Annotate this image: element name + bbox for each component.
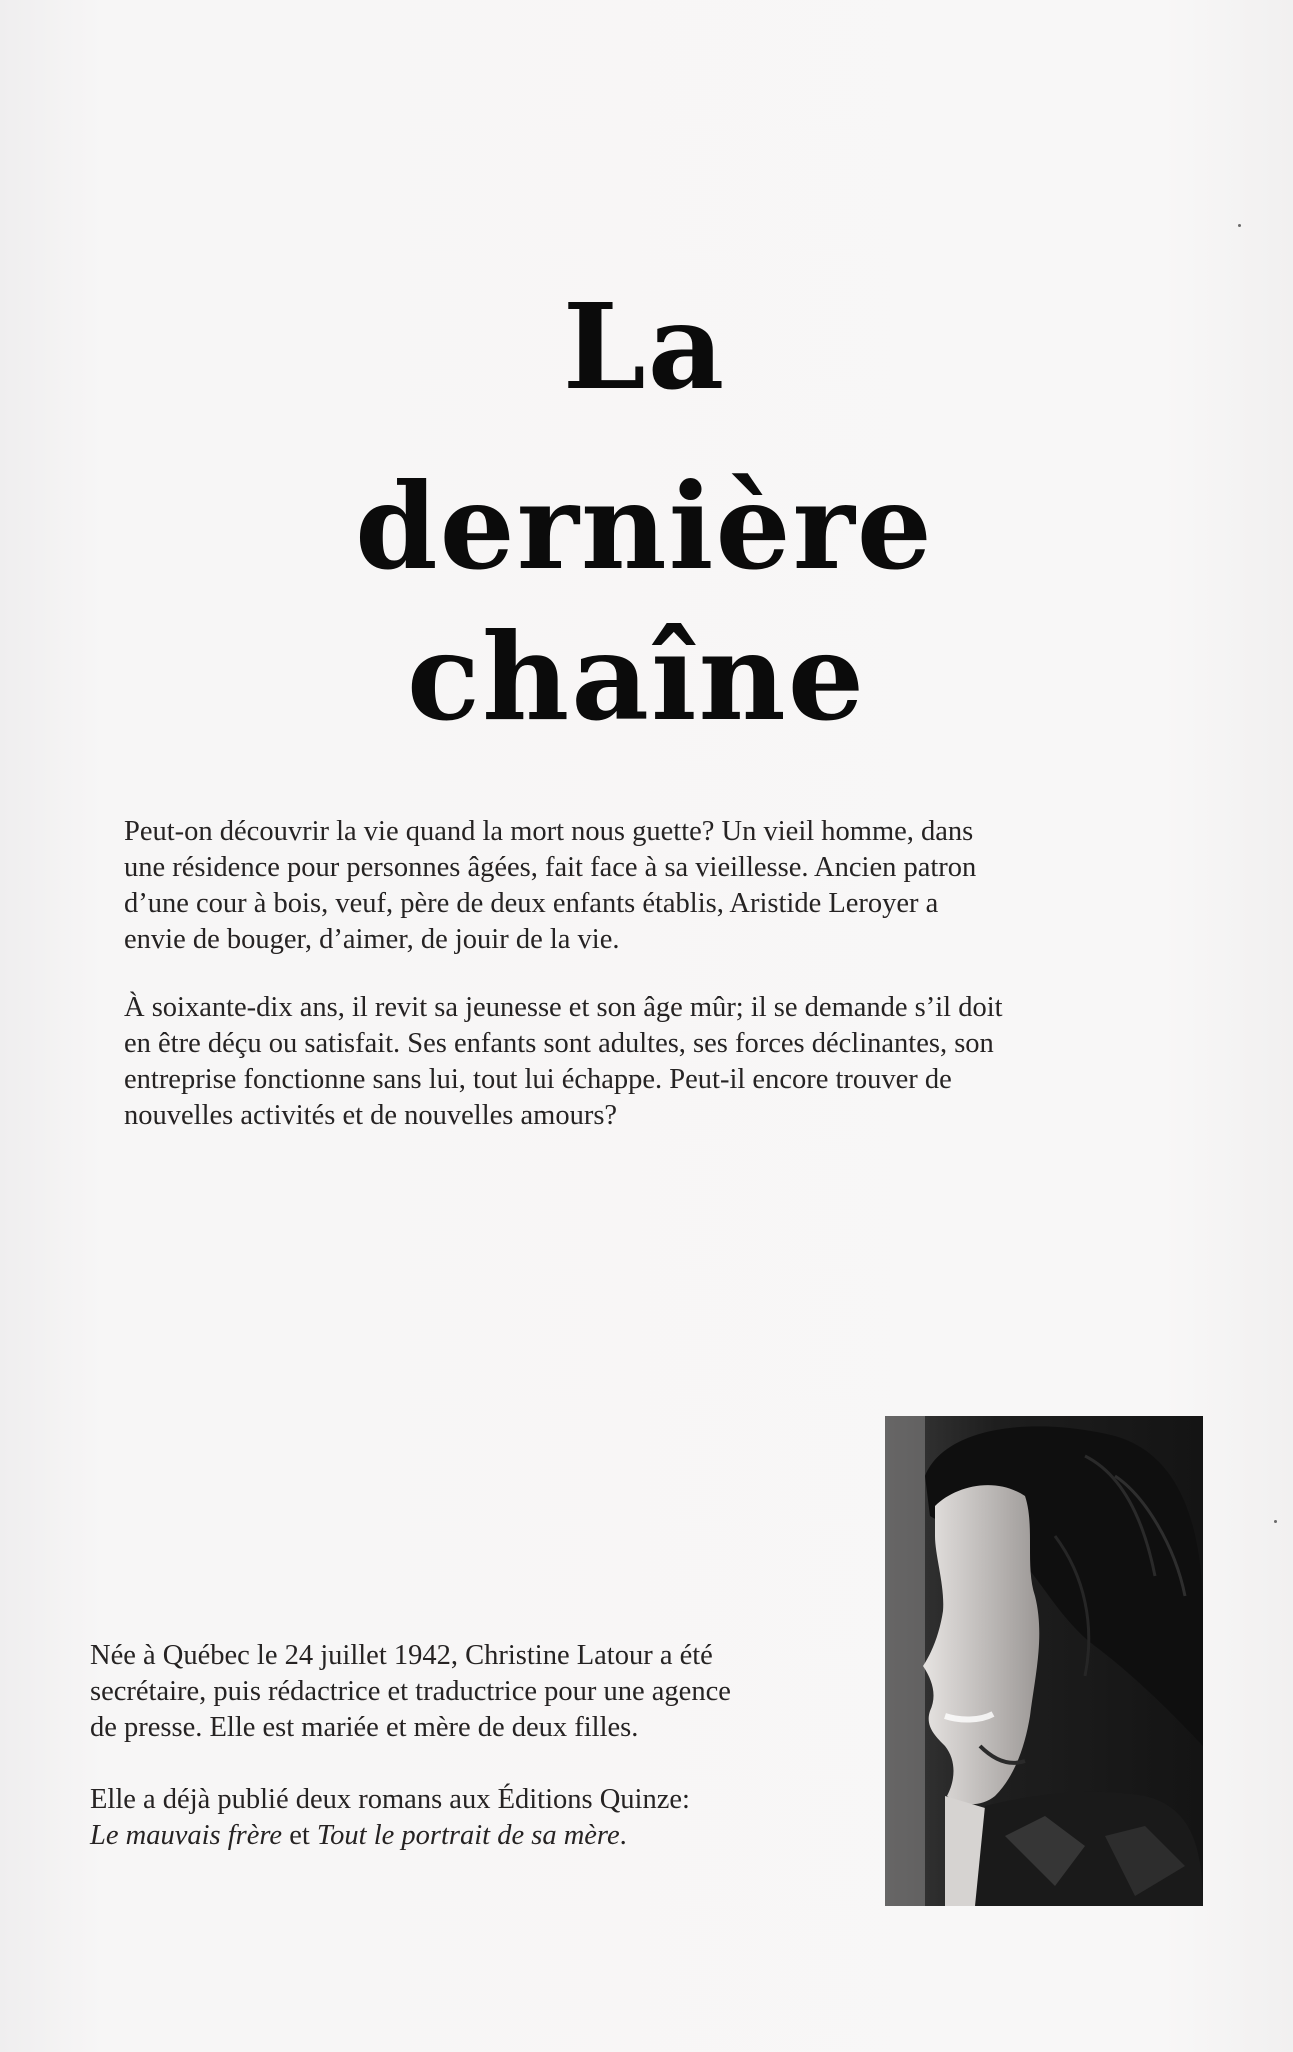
book-title-line-1: La [562, 277, 727, 416]
works-intro: Elle a déjà publié deux romans aux Éditions Quinze: [90, 1784, 690, 1815]
book-title-line-2: dernière [355, 457, 934, 596]
work-title-1: Le mauvais frère [90, 1820, 283, 1851]
blurb-line: une résidence pour personnes âgées, fait face à sa vieillesse. Ancien patron [124, 852, 977, 883]
blurb-line: envie de bouger, d’aimer, de jouir de la vie. [124, 924, 620, 955]
book-title-line-3: chaîne [406, 607, 867, 748]
blurb-line: Peut-on découvrir la vie quand la mort nous guette? Un vieil homme, dans [124, 816, 974, 847]
author-bio-line: Née à Québec le 24 juillet 1942, Christine Latour a été [90, 1640, 713, 1671]
paper-speck [1238, 224, 1241, 227]
author-bio-line: secrétaire, puis rédactrice et traductrice pour une agence [90, 1676, 731, 1707]
works-end: . [619, 1820, 627, 1851]
work-title-2: Tout le portrait de sa mère [316, 1820, 620, 1851]
author-bio-line: de presse. Elle est mariée et mère de deux filles. [90, 1712, 639, 1743]
blurb-line: en être déçu ou satisfait. Ses enfants sont adultes, ses forces déclinantes, son [124, 1028, 994, 1059]
author-works [90, 1782, 860, 1854]
blurb-line: d’une cour à bois, veuf, père de deux enfants établis, Aristide Leroyer a [124, 888, 939, 919]
blurb-line: entreprise fonctionne sans lui, tout lui échappe. Peut-il encore trouver de [124, 1064, 952, 1095]
blurb-paragraph-2 [124, 990, 1124, 1134]
works-list [90, 1818, 860, 1854]
paper-speck [1274, 1520, 1277, 1523]
blurb-paragraph-1 [124, 814, 1124, 958]
author-bio [90, 1638, 860, 1746]
author-photo [885, 1416, 1203, 1906]
blurb-line: nouvelles activités et de nouvelles amours? [124, 1100, 618, 1131]
works-connector: et [282, 1820, 317, 1851]
blurb-line: À soixante-dix ans, il revit sa jeunesse et son âge mûr; il se demande s’il doit [124, 992, 1003, 1023]
